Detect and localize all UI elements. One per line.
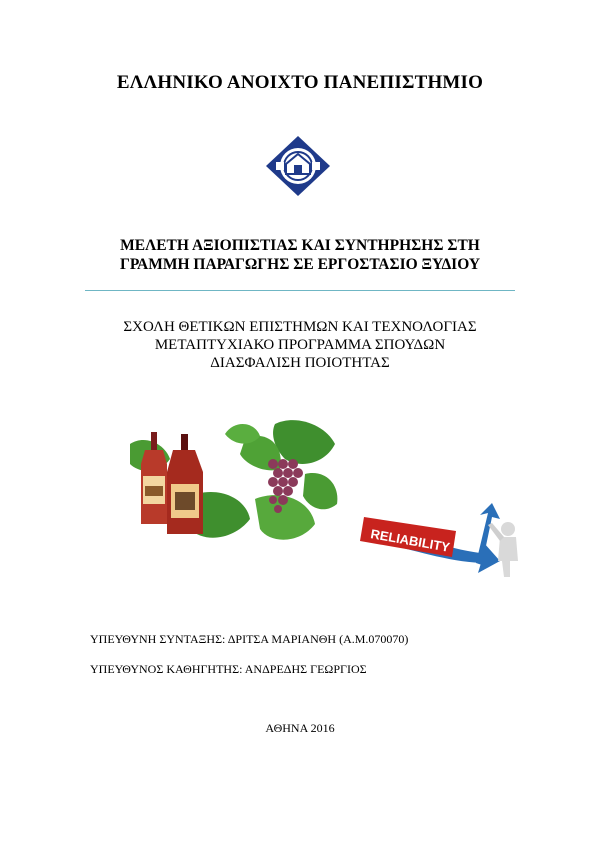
divider bbox=[85, 290, 515, 291]
reliability-image bbox=[360, 503, 520, 583]
thesis-title bbox=[0, 236, 600, 274]
program-track: ΔΙΑΣΦΑΛΙΣΗ ΠΟΙΟΤΗΤΑΣ bbox=[210, 355, 390, 371]
place-year: ΑΘΗΝΑ 2016 bbox=[265, 721, 335, 735]
school-name: ΣΧΟΛΗ ΘΕΤΙΚΩΝ ΕΠΙΣΤΗΜΩΝ ΚΑΙ ΤΕΧΝΟΛΟΓΙΑΣ bbox=[123, 319, 477, 335]
author-line: ΥΠΕΥΘΥΝΗ ΣΥΝΤΑΞΗΣ: ΔΡΙΤΣΑ ΜΑΡΙΑΝΘΗ (Α.Μ.070070) bbox=[90, 632, 409, 646]
school-block bbox=[0, 318, 600, 372]
supervisor-line: ΥΠΕΥΘΥΝΟΣ ΚΑΘΗΓΗΤΗΣ: ΑΝΔΡΕΔΗΣ ΓΕΩΡΓΙΟΣ bbox=[90, 662, 367, 676]
thesis-title-line-2: ΓΡΑΜΜΗ ΠΑΡΑΓΩΓΗΣ ΣΕ ΕΡΓΟΣΤΑΣΙΟ ΞΥΔΙΟΥ bbox=[119, 256, 481, 273]
university-title: ΕΛΛΗΝΙΚΟ ΑΝΟΙΧΤΟ ΠΑΝΕΠΙΣΤΗΜΙΟ bbox=[116, 72, 484, 93]
thesis-title-line-1: ΜΕΛΕΤΗ ΑΞΙΟΠΙΣΤΙΑΣ ΚΑΙ ΣΥΝΤΗΡΗΣΗΣ ΣΤΗ bbox=[120, 237, 480, 254]
reliability-label: RELIABILITY bbox=[369, 526, 452, 555]
vinegar-bottles-image bbox=[125, 414, 345, 550]
university-logo bbox=[264, 134, 332, 198]
program-name: ΜΕΤΑΠΤΥΧΙΑΚΟ ΠΡΟΓΡΑΜΜΑ ΣΠΟΥΔΩΝ bbox=[154, 337, 446, 353]
